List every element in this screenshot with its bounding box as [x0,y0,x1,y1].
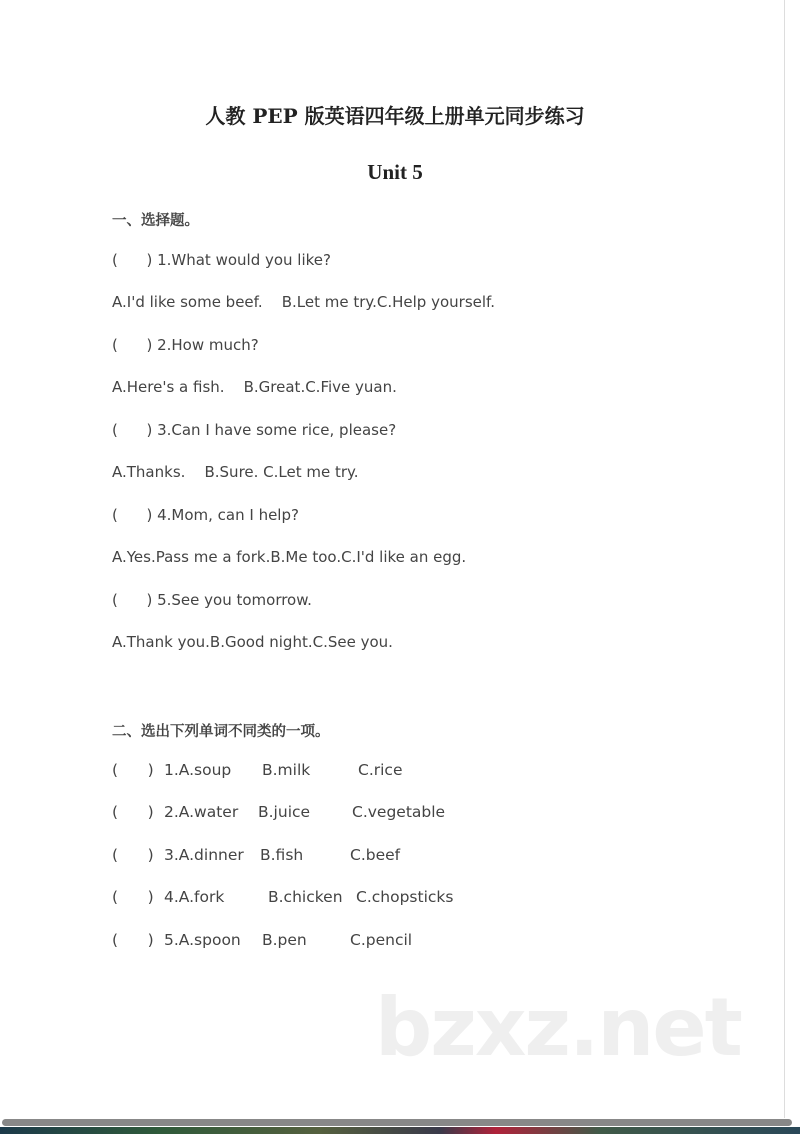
question-1-options: A.I'd like some beef. B.Let me try.C.Help yourself. [112,293,495,311]
option-c: C.vegetable [352,803,446,821]
answer-blank: ( ) [112,931,154,949]
option-c: C.rice [358,761,403,779]
option-a: 1.A.soup [164,761,232,779]
question-1: ( ) 1.What would you like? [112,251,331,269]
section-2-heading: 二、选出下列单词不同类的一项。 [112,724,330,740]
section-1-heading: 一、选择题。 [112,213,199,229]
word-row [112,931,512,951]
watermark: bzxz.net [375,981,741,1074]
word-row [112,761,512,781]
option-b: B.pen [262,931,307,949]
option-b: B.chicken [268,888,343,906]
word-row [112,888,512,908]
option-b: B.juice [258,803,311,821]
document-title: 人教 PEP 版英语四年级上册单元同步练习 [205,104,585,128]
question-5-options: A.Thank you.B.Good night.C.See you. [112,633,393,651]
question-3: ( ) 3.Can I have some rice, please? [112,421,397,439]
option-c: C.chopsticks [356,888,454,906]
horizontal-scrollbar[interactable] [2,1119,792,1126]
answer-blank: ( ) [112,846,154,864]
question-5: ( ) 5.See you tomorrow. [112,591,312,609]
option-b: B.fish [260,846,304,864]
answer-blank: ( ) [112,803,154,821]
background-image-strip [0,1127,800,1134]
option-c: C.beef [350,846,401,864]
question-2-options: A.Here's a fish. B.Great.C.Five yuan. [112,378,397,396]
question-2: ( ) 2.How much? [112,336,259,354]
option-b: B.milk [262,761,311,779]
option-a: 3.A.dinner [164,846,244,864]
word-row [112,803,512,823]
word-row [112,846,512,866]
option-c: C.pencil [350,931,413,949]
answer-blank: ( ) [112,888,154,906]
question-4: ( ) 4.Mom, can I help? [112,506,299,524]
unit-heading: Unit 5 [367,160,423,184]
answer-blank: ( ) [112,761,154,779]
option-a: 2.A.water [164,803,239,821]
option-a: 4.A.fork [164,888,225,906]
question-3-options: A.Thanks. B.Sure. C.Let me try. [112,463,359,481]
question-4-options: A.Yes.Pass me a fork.B.Me too.C.I'd like an egg. [112,548,467,566]
option-a: 5.A.spoon [164,931,241,949]
